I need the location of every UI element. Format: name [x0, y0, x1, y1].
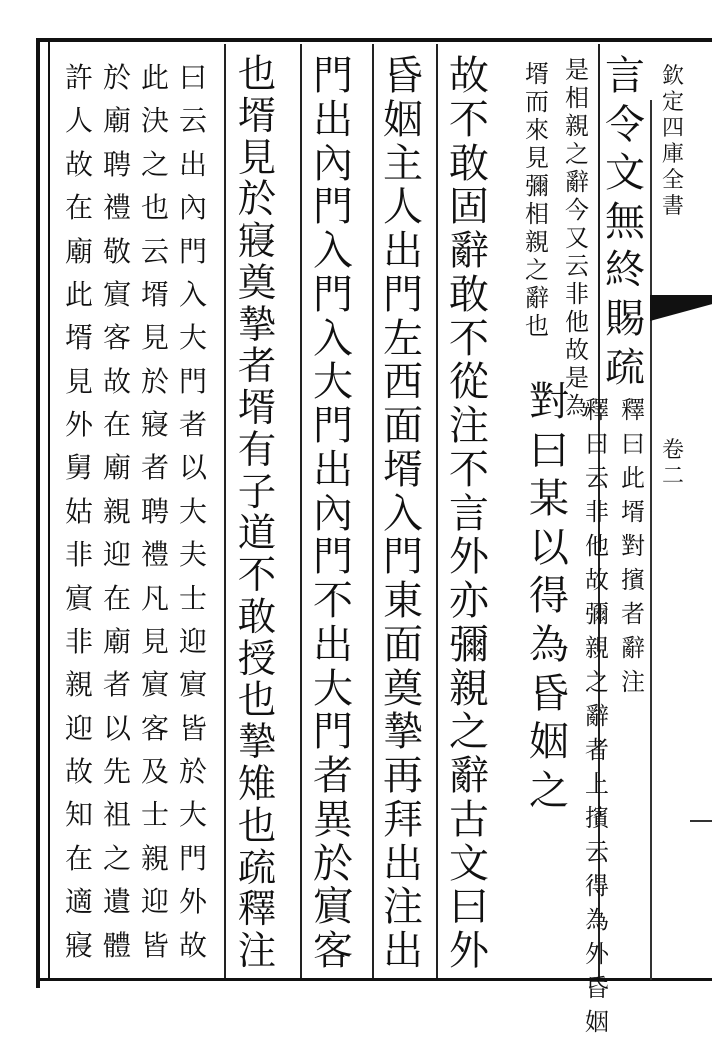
column-rule: [300, 44, 302, 978]
glyph: 不: [237, 553, 277, 599]
glyph: 人: [64, 104, 93, 138]
spine-tick-mark: [690, 820, 712, 822]
glyph: 壻: [237, 386, 277, 432]
spine-volume: [662, 440, 684, 492]
glyph: 適: [64, 885, 93, 919]
glyph: 迎: [64, 711, 93, 745]
glyph: 見: [525, 144, 549, 172]
glyph: 者: [178, 408, 207, 441]
glyph: 彌: [449, 621, 489, 668]
glyph: 云: [585, 464, 609, 493]
glyph: 也: [237, 52, 277, 97]
glyph: 授: [237, 636, 277, 682]
glyph: 他: [585, 532, 609, 561]
glyph: 故: [449, 53, 489, 99]
glyph: 寢: [140, 408, 169, 441]
glyph: 者: [313, 753, 353, 799]
glyph: 曰: [585, 430, 609, 459]
glyph: 聘: [102, 147, 131, 181]
glyph: 外: [178, 885, 207, 919]
glyph: 文: [449, 840, 489, 887]
glyph: 敬: [102, 234, 131, 268]
commentary-column: [562, 58, 592, 422]
glyph: 得: [585, 872, 609, 901]
glyph: 出: [383, 840, 423, 887]
commentary-column: [140, 61, 170, 975]
glyph: 親: [525, 228, 549, 256]
glyph: 外: [449, 928, 489, 974]
glyph: 決: [140, 104, 169, 138]
glyph: 某: [529, 476, 569, 523]
glyph: 之: [449, 709, 489, 756]
glyph: 外: [449, 534, 489, 581]
glyph: 東: [383, 578, 423, 624]
glyph: 出: [383, 228, 423, 274]
glyph: 不: [313, 578, 353, 624]
glyph: 夫: [178, 538, 207, 572]
glyph: 彌: [525, 172, 549, 200]
glyph: 道: [237, 511, 277, 557]
glyph: 內: [178, 191, 207, 225]
glyph: 敢: [449, 140, 489, 187]
glyph: 賔: [140, 668, 169, 702]
glyph: 見: [140, 624, 169, 658]
glyph: 外: [585, 940, 609, 969]
glyph: 注: [621, 668, 645, 697]
glyph: 之: [525, 256, 549, 284]
glyph: 書: [662, 194, 685, 219]
glyph: 是: [565, 364, 589, 392]
glyph: 壻: [525, 60, 549, 88]
glyph: 相: [565, 84, 589, 112]
glyph: 士: [140, 798, 169, 832]
glyph: 出: [313, 96, 353, 143]
glyph: 為: [529, 621, 569, 668]
glyph: 此: [64, 277, 93, 311]
glyph: 賜: [605, 295, 645, 342]
commentary-column: [102, 61, 132, 975]
glyph: 門: [178, 364, 207, 398]
glyph: 故: [565, 336, 589, 364]
glyph: 大: [313, 665, 353, 712]
glyph: 者: [237, 344, 277, 390]
glyph: 此: [621, 464, 645, 493]
glyph: 注: [449, 403, 489, 449]
glyph: 見: [140, 321, 169, 355]
glyph: 在: [64, 841, 93, 875]
glyph: 非: [565, 280, 589, 308]
glyph: 釋: [585, 396, 609, 425]
glyph: 曰: [178, 61, 207, 94]
glyph: 對: [529, 379, 569, 425]
glyph: 是: [565, 56, 589, 84]
glyph: 知: [64, 798, 93, 832]
glyph: 辭: [449, 753, 489, 799]
glyph: 擯: [585, 804, 609, 833]
glyph: 全: [662, 168, 685, 193]
glyph: 在: [64, 191, 93, 225]
glyph: 欽: [662, 64, 685, 89]
glyph: 客: [313, 928, 353, 974]
glyph: 令: [605, 101, 645, 148]
glyph: 廟: [102, 104, 131, 138]
glyph: 拜: [383, 796, 423, 843]
glyph: 門: [383, 534, 423, 581]
glyph: 迎: [178, 624, 207, 658]
spine-divider: [650, 100, 652, 980]
glyph: 大: [178, 321, 207, 355]
glyph: 賔: [102, 277, 131, 311]
glyph: 釋: [237, 887, 277, 933]
glyph: 廟: [102, 451, 131, 485]
glyph: 云: [178, 104, 207, 138]
glyph: 迎: [102, 538, 131, 572]
glyph: 廟: [64, 234, 93, 268]
glyph: 大: [178, 798, 207, 832]
glyph: 寢: [237, 219, 277, 265]
glyph: 固: [449, 184, 489, 231]
glyph: 奠: [383, 665, 423, 712]
glyph: 彌: [585, 600, 609, 629]
glyph: 辭: [525, 284, 549, 312]
glyph: 故: [64, 147, 93, 181]
glyph: 也: [237, 803, 277, 849]
glyph: 皆: [178, 711, 207, 745]
glyph: 舅: [64, 451, 93, 485]
glyph: 壻: [237, 93, 277, 139]
commentary-column-continuation: [522, 62, 552, 342]
glyph: 之: [102, 841, 131, 875]
glyph: 曰: [621, 430, 645, 459]
glyph: 之: [140, 147, 169, 181]
glyph: 於: [313, 840, 353, 887]
glyph: 面: [383, 403, 423, 449]
glyph: 也: [525, 312, 549, 340]
glyph: 門: [313, 184, 353, 231]
glyph: 主: [383, 140, 423, 187]
column-rule: [436, 44, 438, 978]
glyph: 親: [140, 841, 169, 875]
glyph: 壻: [64, 321, 93, 355]
glyph: 終: [605, 247, 645, 294]
glyph: 從: [449, 359, 489, 406]
column-rule: [224, 44, 226, 978]
glyph: 西: [383, 359, 423, 406]
glyph: 無: [605, 198, 645, 245]
glyph: 以: [529, 524, 569, 571]
glyph: 內: [313, 140, 353, 187]
glyph: 也: [237, 678, 277, 724]
glyph: 昏: [529, 670, 569, 717]
glyph: 門: [313, 709, 353, 756]
glyph: 注: [383, 884, 423, 931]
inner-border: [48, 42, 50, 980]
glyph: 今: [565, 196, 589, 224]
glyph: 及: [140, 755, 169, 788]
glyph: 入: [313, 228, 353, 274]
glyph: 而: [525, 88, 549, 116]
glyph: 人: [383, 184, 423, 231]
glyph: 入: [178, 277, 207, 311]
glyph: 疏: [605, 344, 645, 391]
glyph: 門: [313, 403, 353, 449]
glyph: 故: [64, 755, 93, 788]
glyph: 於: [140, 364, 169, 398]
glyph: 定: [662, 90, 685, 115]
glyph: 在: [102, 408, 131, 441]
glyph: 古: [449, 796, 489, 843]
glyph: 禮: [102, 191, 131, 225]
commentary-column: [178, 61, 208, 975]
glyph: 外: [64, 408, 93, 441]
glyph: 昏: [383, 53, 423, 99]
glyph: 見: [64, 364, 93, 398]
glyph: 寢: [64, 928, 93, 962]
glyph: 迎: [140, 885, 169, 919]
glyph: 云: [585, 838, 609, 867]
glyph: 賔: [64, 581, 93, 615]
glyph: 之: [529, 767, 569, 814]
glyph: 卷: [662, 438, 685, 463]
text-column: [524, 379, 574, 819]
glyph: 門: [178, 841, 207, 875]
glyph: 不: [449, 96, 489, 143]
glyph: 親: [64, 668, 93, 702]
glyph: 也: [140, 191, 169, 225]
glyph: 不: [449, 315, 489, 362]
glyph: 異: [313, 796, 353, 843]
glyph: 姑: [64, 494, 93, 528]
glyph: 客: [140, 711, 169, 745]
glyph: 他: [565, 308, 589, 336]
glyph: 奠: [237, 260, 277, 306]
glyph: 注: [237, 929, 277, 975]
glyph: 有: [237, 427, 277, 473]
glyph: 非: [64, 624, 93, 658]
commentary-column: [618, 398, 648, 704]
glyph: 士: [178, 581, 207, 615]
glyph: 出: [313, 621, 353, 668]
glyph: 曰: [529, 427, 569, 474]
glyph: 為: [565, 392, 589, 420]
glyph: 皆: [140, 928, 169, 962]
glyph: 出: [178, 147, 207, 181]
glyph: 入: [313, 315, 353, 362]
glyph: 者: [140, 451, 169, 485]
commentary-column: [64, 61, 94, 975]
glyph: 壻: [383, 446, 423, 493]
glyph: 昏: [585, 974, 609, 1003]
glyph: 辭: [565, 168, 589, 196]
glyph: 親: [565, 112, 589, 140]
glyph: 者: [585, 736, 609, 765]
text-column: [600, 53, 650, 396]
glyph: 在: [102, 581, 131, 615]
glyph: 親: [102, 494, 131, 528]
glyph: 面: [383, 621, 423, 668]
glyph: 辭: [449, 228, 489, 274]
glyph: 擯: [621, 566, 645, 595]
glyph: 門: [313, 534, 353, 581]
glyph: 出: [313, 446, 353, 493]
commentary-column-continuation: [582, 398, 612, 1044]
glyph: 來: [525, 116, 549, 144]
glyph: 賔: [313, 884, 353, 931]
glyph: 大: [313, 359, 353, 406]
glyph: 故: [102, 364, 131, 398]
glyph: 體: [102, 928, 131, 962]
glyph: 大: [178, 494, 207, 528]
glyph: 故: [178, 928, 207, 962]
glyph: 子: [237, 469, 277, 515]
glyph: 敢: [449, 271, 489, 318]
glyph: 出: [383, 928, 423, 974]
glyph: 姻: [585, 1008, 609, 1037]
glyph: 以: [178, 451, 207, 485]
glyph: 以: [102, 711, 131, 745]
glyph: 親: [449, 665, 489, 712]
glyph: 疏: [237, 845, 277, 891]
glyph: 得: [529, 573, 569, 620]
glyph: 非: [585, 498, 609, 527]
text-column: [232, 52, 282, 975]
glyph: 廟: [102, 624, 131, 658]
glyph: 亦: [449, 578, 489, 624]
glyph: 此: [140, 61, 169, 94]
glyph: 先: [102, 755, 131, 788]
spine-title: [662, 66, 684, 222]
glyph: 祖: [102, 798, 131, 832]
glyph: 於: [178, 755, 207, 788]
glyph: 親: [585, 634, 609, 663]
glyph: 賔: [178, 668, 207, 702]
glyph: 內: [313, 490, 353, 537]
glyph: 摯: [237, 302, 277, 348]
glyph: 庫: [662, 142, 685, 167]
glyph: 又: [565, 224, 589, 252]
glyph: 上: [585, 770, 609, 799]
glyph: 見: [237, 135, 277, 181]
glyph: 云: [565, 252, 589, 280]
text-column: [444, 53, 494, 975]
glyph: 為: [585, 906, 609, 935]
glyph: 四: [662, 116, 685, 141]
glyph: 姻: [383, 96, 423, 143]
text-column: [378, 53, 428, 975]
glyph: 禮: [140, 538, 169, 572]
glyph: 聘: [140, 494, 169, 528]
glyph: 摯: [383, 709, 423, 756]
glyph: 門: [383, 271, 423, 318]
glyph: 左: [383, 315, 423, 362]
glyph: 客: [102, 321, 131, 355]
glyph: 摯: [237, 720, 277, 766]
glyph: 壻: [621, 498, 645, 527]
glyph: 雉: [237, 762, 277, 808]
glyph: 之: [565, 140, 589, 168]
glyph: 姻: [529, 719, 569, 766]
glyph: 言: [605, 53, 645, 99]
glyph: 再: [383, 753, 423, 799]
glyph: 之: [585, 668, 609, 697]
glyph: 敢: [237, 594, 277, 640]
glyph: 非: [64, 538, 93, 572]
glyph: 云: [140, 234, 169, 268]
glyph: 凡: [140, 581, 169, 615]
glyph: 於: [237, 177, 277, 223]
glyph: 入: [383, 490, 423, 537]
glyph: 文: [605, 150, 645, 197]
glyph: 對: [621, 532, 645, 561]
column-rule: [372, 44, 374, 978]
glyph: 辭: [621, 634, 645, 663]
glyph: 門: [313, 271, 353, 318]
glyph: 言: [449, 490, 489, 537]
glyph: 辭: [585, 702, 609, 731]
glyph: 許: [64, 61, 93, 94]
glyph: 壻: [140, 277, 169, 311]
glyph: 不: [449, 446, 489, 493]
text-column: [308, 53, 358, 975]
glyph: 者: [102, 668, 131, 702]
glyph: 者: [621, 600, 645, 629]
glyph: 於: [102, 61, 131, 94]
glyph: 遺: [102, 885, 131, 919]
glyph: 門: [178, 234, 207, 268]
glyph: 釋: [621, 396, 645, 425]
glyph: 故: [585, 566, 609, 595]
glyph: 門: [313, 53, 353, 99]
glyph: 曰: [449, 884, 489, 931]
glyph: 二: [662, 464, 685, 489]
glyph: 相: [525, 200, 549, 228]
